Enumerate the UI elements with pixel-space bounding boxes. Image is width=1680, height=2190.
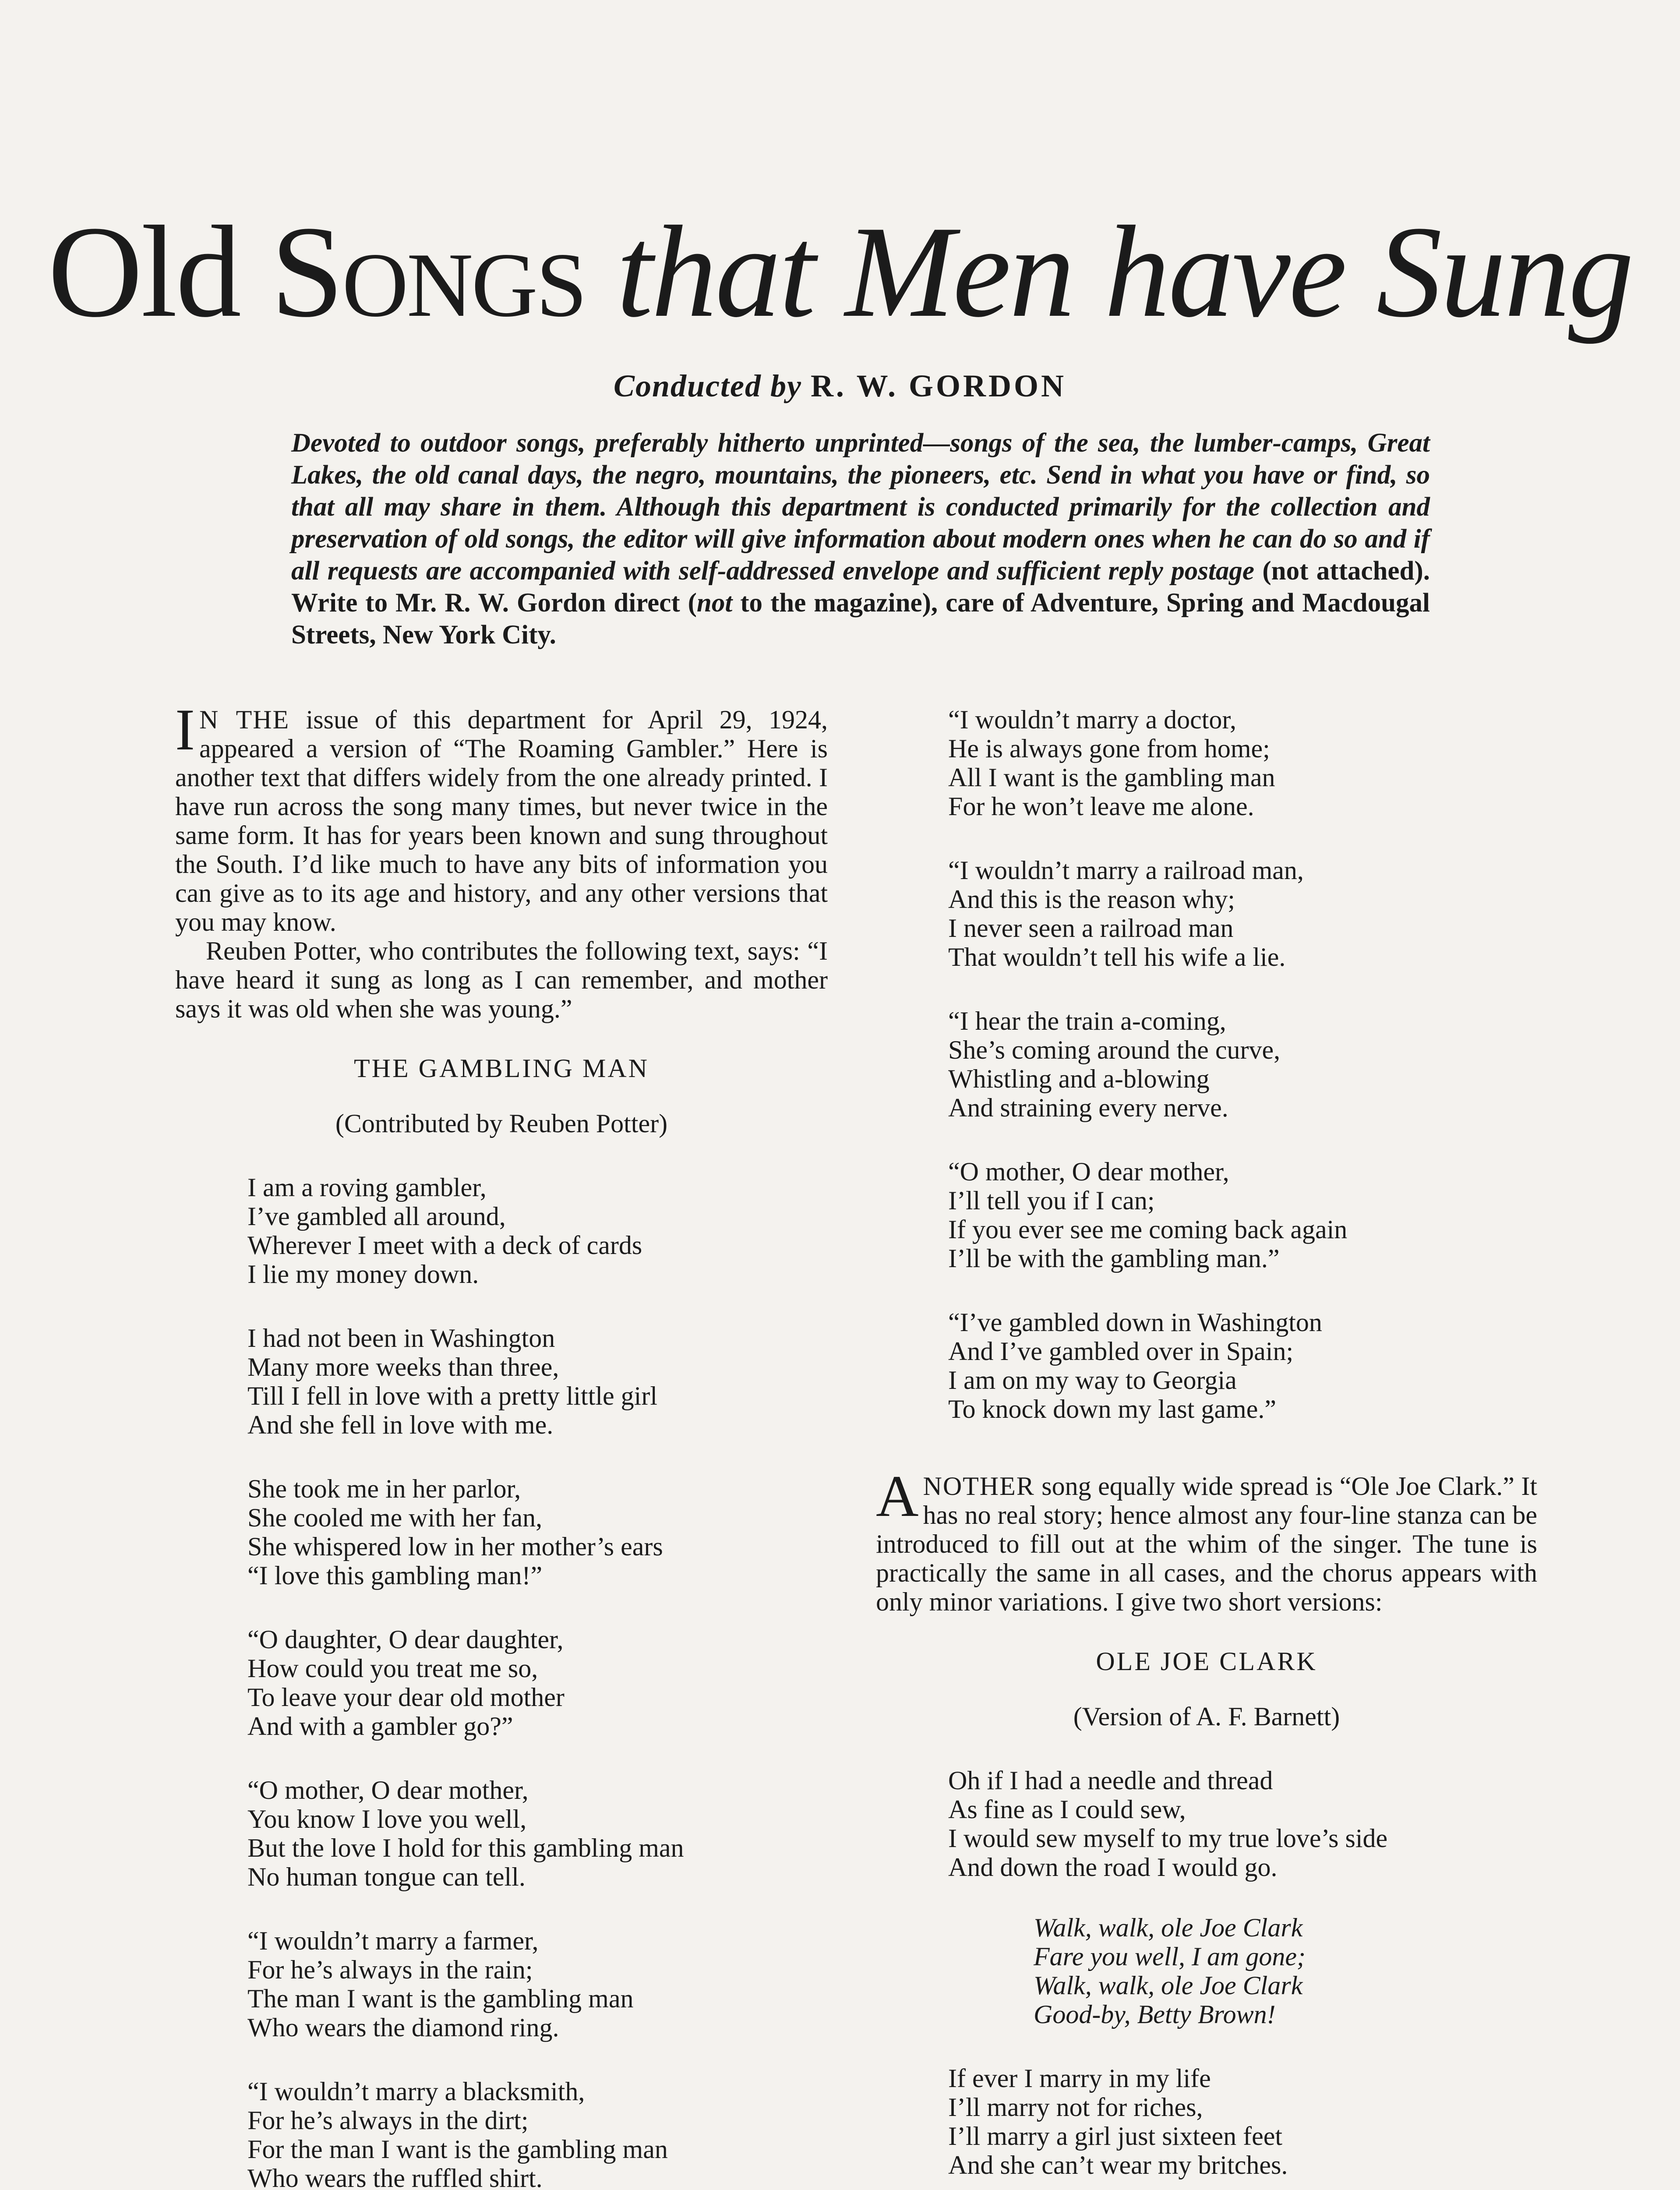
- verse-line: Till I fell in love with a pretty little girl: [247, 1381, 658, 1410]
- verse-line: How could you treat me so,: [247, 1654, 538, 1683]
- verse-line: No human tongue can tell.: [247, 1862, 526, 1891]
- verse-line: She whispered low in her mother’s ears: [247, 1532, 663, 1561]
- verse-line: But the love I hold for this gambling man: [247, 1833, 684, 1862]
- verse-line: “O daughter, O dear daughter,: [247, 1625, 564, 1654]
- song-stanza: [247, 1926, 828, 2042]
- title-songs: Songs: [271, 199, 586, 344]
- byline-author: R. W. GORDON: [810, 368, 1067, 403]
- verse-line: She cooled me with her fan,: [247, 1503, 543, 1532]
- verse-line: If ever I marry in my life: [948, 2064, 1211, 2093]
- verse-line: That wouldn’t tell his wife a lie.: [948, 943, 1286, 971]
- title-that: that: [616, 199, 814, 344]
- paragraph-lead: N THE: [199, 705, 290, 734]
- verse-line: I’ll be with the gambling man.”: [948, 1244, 1280, 1273]
- verse-line: “I wouldn’t marry a railroad man,: [948, 856, 1304, 885]
- song-stanzas: [175, 1173, 828, 2190]
- verse-line: I’ll tell you if I can;: [948, 1186, 1155, 1215]
- intro-not-text: not: [696, 588, 733, 618]
- song-stanzas-continued: [876, 705, 1537, 1424]
- verse-line: And with a gambler go?”: [247, 1712, 513, 1741]
- verse-line: She’s coming around the curve,: [948, 1035, 1281, 1064]
- song-stanza: [948, 1766, 1537, 1882]
- verse-line: The man I want is the gambling man: [247, 1984, 634, 2013]
- verse-line: I never seen a railroad man: [948, 914, 1234, 943]
- page-title: [0, 199, 1680, 344]
- paragraph-text: song equally wide spread is “Ole Joe Clark.” It has no real story; hence almost any four-line stanza can be introduced to fill out at the whim of the singer. The tune is practically the same in all cases, and the chorus appears with only minor variations. I give two short versions:: [876, 1472, 1537, 1616]
- verse-line: I am on my way to Georgia: [948, 1366, 1237, 1395]
- verse-line: “I wouldn’t marry a farmer,: [247, 1926, 539, 1955]
- song-stanza: [948, 2064, 1537, 2179]
- verse-line: I would sew myself to my true love’s side: [948, 1824, 1388, 1853]
- verse-line: “I’ve gambled down in Washington: [948, 1308, 1322, 1337]
- byline-conducted: Conducted by: [613, 368, 802, 403]
- song-chorus: [1034, 1913, 1537, 2029]
- verse-line: For he’s always in the rain;: [247, 1955, 533, 1984]
- paragraph-lead: NOTHER: [923, 1472, 1035, 1501]
- song-stanza: [948, 1007, 1537, 1122]
- song-stanza: [948, 1308, 1537, 1424]
- song-stanza: [247, 1324, 828, 1439]
- song-stanza: [247, 1474, 828, 1590]
- verse-line: I’ll marry not for riches,: [948, 2093, 1203, 2122]
- verse-line: I had not been in Washington: [247, 1324, 555, 1353]
- second-song-paragraph: [876, 1464, 1537, 1616]
- song-credit: (Version of A. F. Barnett): [1073, 1702, 1340, 1731]
- chorus-line: Fare you well, I am gone;: [1034, 1942, 1306, 1971]
- song-stanza: [948, 1157, 1537, 1273]
- verse-line: “I wouldn’t marry a doctor,: [948, 705, 1236, 734]
- verse-line: For he’s always in the dirt;: [247, 2106, 529, 2135]
- verse-line: You know I love you well,: [247, 1805, 527, 1833]
- intro-roman-text-2: to the magazine), care of Adventure, Spring and Macdougal Streets, New York City.: [291, 588, 1430, 650]
- verse-line: “I love this gambling man!”: [247, 1561, 543, 1590]
- verse-line: All I want is the gambling man: [948, 763, 1275, 792]
- verse-line: And this is the reason why;: [948, 885, 1235, 914]
- verse-line: I am a roving gambler,: [247, 1173, 487, 1202]
- department-intro: [291, 427, 1430, 651]
- title-have: have: [1104, 199, 1345, 344]
- verse-line: Oh if I had a needle and thread: [948, 1766, 1273, 1795]
- verse-line: “O mother, O dear mother,: [948, 1157, 1229, 1186]
- verse-line: “O mother, O dear mother,: [247, 1776, 529, 1805]
- verse-line: As fine as I could sew,: [948, 1795, 1186, 1824]
- song-stanza: [247, 1173, 828, 1289]
- intro-italic-text: Devoted to outdoor songs, preferably hitherto unprinted—songs of the sea, the lumber-camps, Great Lakes, the old canal days, the negro, mountains, the pioneers, etc. Send in what you have or find, so that all may share in them. Although this department is conducted primarily for the collection and preservation of old songs, the editor will give information about modern ones when he can do so and if all requests are accompanied with self-addressed envelope and sufficient reply postage: [291, 428, 1430, 586]
- title-men: Men: [845, 199, 1073, 344]
- byline: [0, 368, 1680, 404]
- verse-line: “I hear the train a-coming,: [948, 1007, 1226, 1035]
- song-title: THE GAMBLING MAN: [354, 1054, 649, 1083]
- verse-line: And down the road I would go.: [948, 1853, 1278, 1882]
- verse-line: To leave your dear old mother: [247, 1683, 565, 1712]
- intro-paragraph: [175, 697, 828, 936]
- verse-line: She took me in her parlor,: [247, 1474, 521, 1503]
- paragraph-text: issue of this department for April 29, 1924, appeared a version of “The Roaming Gambler.” Here is another text that differs widely from the one already printed. I have run across the song many times, but never twice in the same form. It has for years been known and sung throughout the South. I’d like much to have any bits of information you can give as to its age and history, and any other versions that you may know.: [175, 705, 828, 936]
- song-title: OLE JOE CLARK: [1096, 1647, 1317, 1676]
- verse-line: He is always gone from home;: [948, 734, 1270, 763]
- verse-line: And I’ve gambled over in Spain;: [948, 1337, 1294, 1366]
- verse-line: I lie my money down.: [247, 1260, 479, 1289]
- right-column: [876, 705, 1537, 2179]
- verse-line: And she fell in love with me.: [247, 1410, 554, 1439]
- verse-line: To knock down my last game.”: [948, 1395, 1276, 1424]
- drop-cap: A: [876, 1464, 919, 1529]
- chorus-line: Good-by, Betty Brown!: [1034, 2000, 1276, 2029]
- left-column: [175, 697, 828, 2190]
- contributor-paragraph: Reuben Potter, who contributes the following text, says: “I have heard it sung as long as I can remember, and mother says it was old when she was young.”: [175, 936, 828, 1023]
- verse-line: And straining every nerve.: [948, 1093, 1228, 1122]
- verse-line: Who wears the ruffled shirt.: [247, 2164, 543, 2190]
- drop-cap: I: [175, 697, 195, 763]
- verse-line: Wherever I meet with a deck of cards: [247, 1231, 642, 1260]
- intro-roman-text: (not attached). Write to Mr. R. W. Gordon direct (: [291, 556, 1430, 618]
- song-credit: (Contributed by Reuben Potter): [335, 1109, 668, 1138]
- title-sung: Sung: [1376, 199, 1632, 344]
- verse-line: I’ll marry a girl just sixteen feet: [948, 2122, 1283, 2151]
- verse-line: “I wouldn’t marry a blacksmith,: [247, 2077, 585, 2106]
- verse-line: And she can’t wear my britches.: [948, 2151, 1288, 2179]
- song-stanza: [948, 856, 1537, 971]
- chorus-line: Walk, walk, ole Joe Clark: [1034, 1913, 1303, 1942]
- verse-line: Many more weeks than three,: [247, 1353, 559, 1381]
- song-stanza: [948, 705, 1537, 821]
- song-stanza: [247, 2077, 828, 2190]
- song-stanza: [247, 1625, 828, 1741]
- verse-line: If you ever see me coming back again: [948, 1215, 1348, 1244]
- title-old: Old: [48, 199, 240, 344]
- chorus-line: Walk, walk, ole Joe Clark: [1034, 1971, 1303, 2000]
- verse-line: I’ve gambled all around,: [247, 1202, 506, 1231]
- verse-line: For the man I want is the gambling man: [247, 2135, 668, 2164]
- song-stanza: [247, 1776, 828, 1891]
- verse-line: Whistling and a-blowing: [948, 1064, 1210, 1093]
- verse-line: Who wears the diamond ring.: [247, 2013, 559, 2042]
- verse-line: For he won’t leave me alone.: [948, 792, 1254, 821]
